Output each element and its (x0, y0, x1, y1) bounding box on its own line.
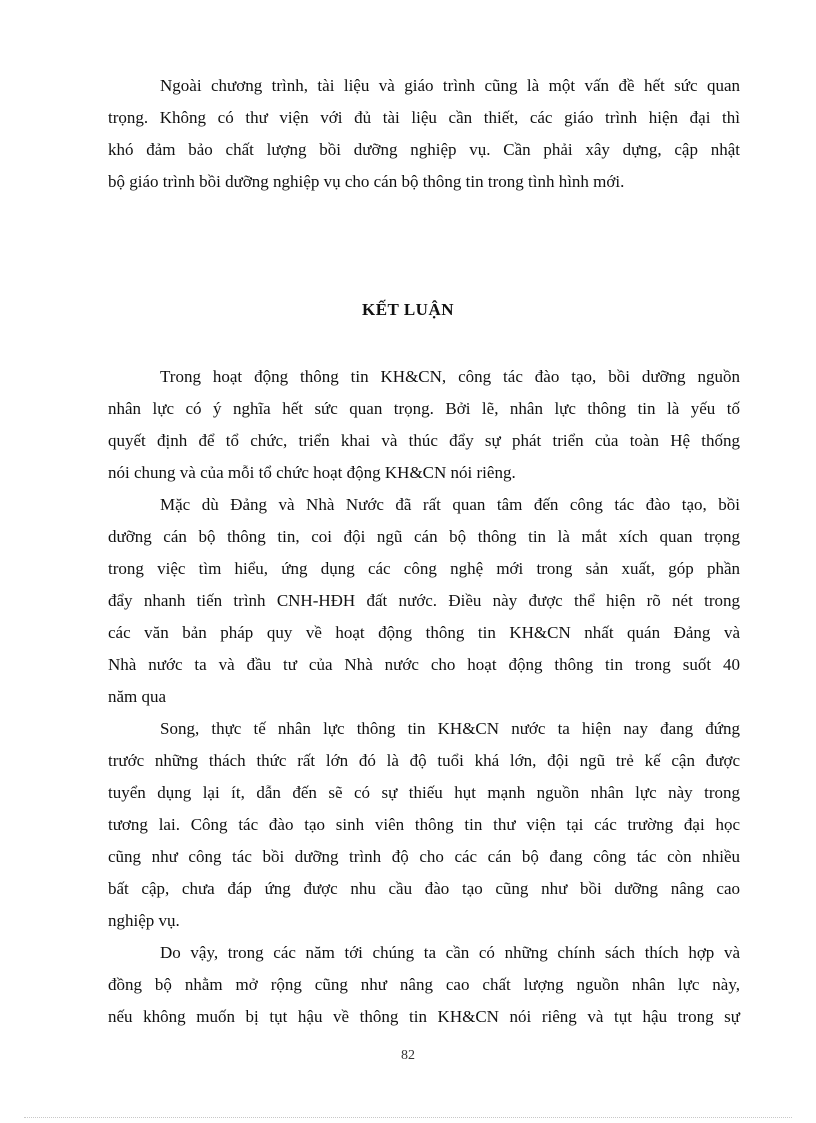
paragraph-line: đồng bộ nhằm mở rộng cũng như nâng cao chất lượng nguồn nhân lực này, (108, 975, 740, 994)
paragraph-3 (108, 713, 740, 937)
paragraph-line: năm qua (108, 687, 167, 706)
paragraph-line: cũng như công tác bồi dưỡng trình độ cho các cán bộ đang công tác còn nhiều (108, 847, 740, 866)
paragraph-1 (108, 361, 740, 489)
paragraph-4 (108, 937, 740, 1033)
section-heading: KẾT LUẬN (361, 300, 454, 319)
page-number: 82 (401, 1048, 415, 1063)
paragraph-line: các văn bản pháp quy về hoạt động thông tin KH&CN nhất quán Đảng và (108, 623, 740, 642)
paragraph-line: tuyển dụng lại ít, dẫn đến sẽ có sự thiếu hụt mạnh nguồn nhân lực này trong (108, 783, 740, 802)
paragraph-line: trước những thách thức rất lớn đó là độ tuổi khá lớn, đội ngũ trẻ kế cận được (108, 751, 740, 770)
paragraph-line: Do vậy, trong các năm tới chúng ta cần có những chính sách thích hợp và (160, 943, 740, 962)
paragraph-line: Ngoài chương trình, tài liệu và giáo trình cũng là một vấn đề hết sức quan (160, 76, 740, 95)
paragraph-line: nghiệp vụ. (108, 911, 180, 930)
paragraph-line: Nhà nước ta và đầu tư của Nhà nước cho hoạt động thông tin trong suốt 40 (108, 655, 740, 674)
paragraph-line: khó đảm bảo chất lượng bồi dưỡng nghiệp vụ. Cần phải xây dựng, cập nhật (108, 140, 740, 159)
page-bottom-rule (24, 1117, 792, 1118)
top-paragraph (108, 70, 740, 198)
paragraph-line: Mặc dù Đảng và Nhà Nước đã rất quan tâm đến công tác đào tạo, bồi (160, 495, 740, 514)
paragraph-line: bộ giáo trình bồi dưỡng nghiệp vụ cho cán bộ thông tin trong tình hình mới. (108, 172, 625, 191)
paragraph-2 (108, 489, 740, 713)
paragraph-line: quyết định để tổ chức, triển khai và thúc đẩy sự phát triển của toàn Hệ thống (108, 431, 740, 450)
paragraph-line: bất cập, chưa đáp ứng được nhu cầu đào tạo cũng như bồi dưỡng nâng cao (108, 879, 740, 898)
paragraph-line: trọng. Không có thư viện với đủ tài liệu cần thiết, các giáo trình hiện đại thì (108, 108, 740, 127)
paragraph-line: Song, thực tế nhân lực thông tin KH&CN nước ta hiện nay đang đứng (160, 719, 740, 738)
paragraph-line: nếu không muốn bị tụt hậu về thông tin KH&CN nói riêng và tụt hậu trong sự (108, 1007, 740, 1026)
paragraph-line: Trong hoạt động thông tin KH&CN, công tác đào tạo, bồi dưỡng nguồn (160, 367, 740, 386)
paragraph-line: nhân lực có ý nghĩa hết sức quan trọng. Bởi lẽ, nhân lực thông tin là yếu tố (108, 399, 740, 418)
paragraph-line: trong việc tìm hiểu, ứng dụng các công nghệ mới trong sản xuất, góp phần (108, 559, 740, 578)
paragraph-line: tương lai. Công tác đào tạo sinh viên thông tin thư viện tại các trường đại học (108, 815, 740, 834)
paragraph-line: dưỡng cán bộ thông tin, coi đội ngũ cán bộ thông tin là mắt xích quan trọng (108, 527, 740, 546)
paragraph-line: nói chung và của mỗi tổ chức hoạt động KH&CN nói riêng. (108, 463, 516, 482)
paragraph-line: đẩy nhanh tiến trình CNH-HĐH đất nước. Điều này được thể hiện rõ nét trong (108, 591, 740, 610)
